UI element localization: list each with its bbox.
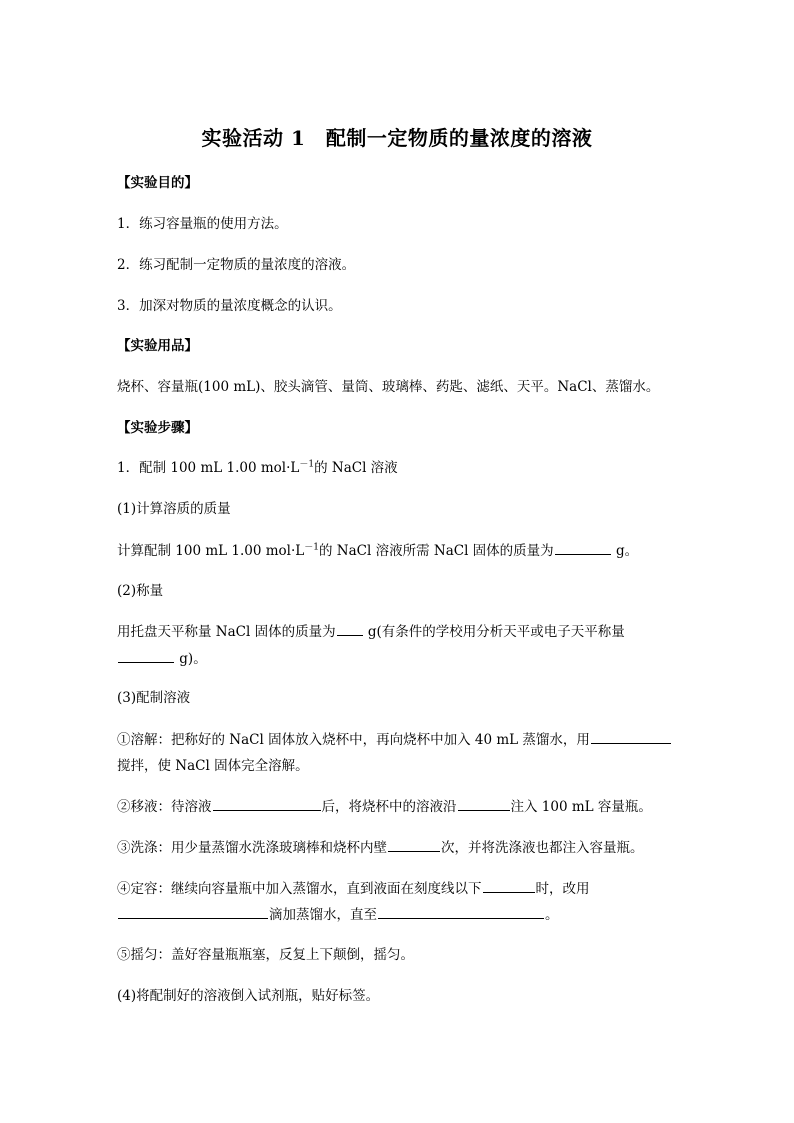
prep-heading: (3)配制溶液 (117, 690, 191, 706)
calc-heading: (1)计算溶质的质量 (117, 501, 231, 517)
weigh-text-c: g)。 (175, 651, 207, 667)
wash-text-a: ③洗涤：用少量蒸馏水洗涤玻璃棒和烧杯内壁 (117, 840, 387, 856)
fix-text-a: ④定容：继续向容量瓶中加入蒸馏水，直到液面在刻度线以下 (117, 881, 482, 897)
weigh-question (117, 621, 682, 642)
materials-heading: 【实验用品】 (117, 338, 198, 354)
page-title: 实验活动 1 配制一定物质的量浓度的溶液 (201, 126, 593, 150)
transfer-text-b: 后，将烧杯中的溶液沿 (321, 799, 457, 815)
weigh-text-a: 用托盘天平称量 NaCl 固体的质量为 (117, 624, 336, 640)
wash-step (117, 837, 682, 858)
transfer-tool-blank[interactable] (458, 796, 510, 811)
purpose-heading: 【实验目的】 (117, 175, 198, 191)
transfer-text-a: ②移液：待溶液 (117, 799, 212, 815)
calc-text-b: 的 NaCl 溶液所需 NaCl 固体的质量为 (319, 543, 554, 559)
materials-text: 烧杯、容量瓶(100 mL)、胶头滴管、量筒、玻璃棒、药匙、滤纸、天平。NaCl、蒸馏水。 (117, 379, 660, 395)
transfer-text-c: 注入 100 mL 容量瓶。 (510, 799, 652, 815)
weigh-heading: (2)称量 (117, 583, 164, 599)
dissolve-step (117, 729, 682, 750)
transfer-step (117, 796, 682, 817)
fix-distance-blank[interactable] (483, 878, 535, 893)
fix-text-c: 滴加蒸馏水，直至 (269, 907, 377, 923)
steps-heading: 【实验步骤】 (117, 420, 198, 436)
step-1-text-a: 1．配制 100 mL 1.00 mol·L (117, 460, 300, 476)
calc-superscript: －1 (304, 542, 319, 553)
fix-volume-step-cont (117, 904, 682, 925)
wash-times-blank[interactable] (388, 837, 440, 852)
fix-volume-step (117, 878, 682, 899)
calc-question (117, 540, 682, 561)
weigh-text-b: g(有条件的学校用分析天平或电子天平称量 (363, 624, 625, 640)
bottle-step: (4)将配制好的溶液倒入试剂瓶，贴好标签。 (117, 988, 380, 1004)
weigh-question-cont (117, 648, 682, 669)
dissolve-tool-blank[interactable] (591, 729, 671, 744)
calc-text-a: 计算配制 100 mL 1.00 mol·L (117, 543, 305, 559)
fix-text-d: 。 (545, 907, 559, 923)
step-1-title (117, 458, 682, 478)
step-1-text-b: 的 NaCl 溶液 (314, 460, 398, 476)
step-1-superscript: －1 (299, 459, 315, 470)
calc-mass-blank[interactable] (555, 540, 611, 555)
transfer-condition-blank[interactable] (213, 796, 321, 811)
fix-end-blank[interactable] (378, 904, 544, 919)
dissolve-text-a: ①溶解：把称好的 NaCl 固体放入烧杯中，再向烧杯中加入 40 mL 蒸馏水，用 (117, 732, 590, 748)
purpose-item-3: 3．加深对物质的量浓度概念的认识。 (117, 298, 342, 314)
purpose-item-2: 2．练习配制一定物质的量浓度的溶液。 (117, 257, 356, 273)
fix-text-b: 时，改用 (535, 881, 590, 897)
purpose-item-1: 1．练习容量瓶的使用方法。 (117, 216, 288, 232)
wash-text-b: 次，并将洗涤液也都注入容量瓶。 (441, 840, 644, 856)
weigh-analytical-blank[interactable] (118, 648, 174, 663)
weigh-mass-blank[interactable] (337, 621, 363, 636)
dissolve-step-cont: 搅拌，使 NaCl 固体完全溶解。 (117, 758, 309, 774)
shake-step: ⑤摇匀：盖好容量瓶瓶塞，反复上下颠倒，摇匀。 (117, 947, 414, 963)
fix-tool-blank[interactable] (118, 904, 268, 919)
calc-text-c: g。 (611, 543, 639, 559)
